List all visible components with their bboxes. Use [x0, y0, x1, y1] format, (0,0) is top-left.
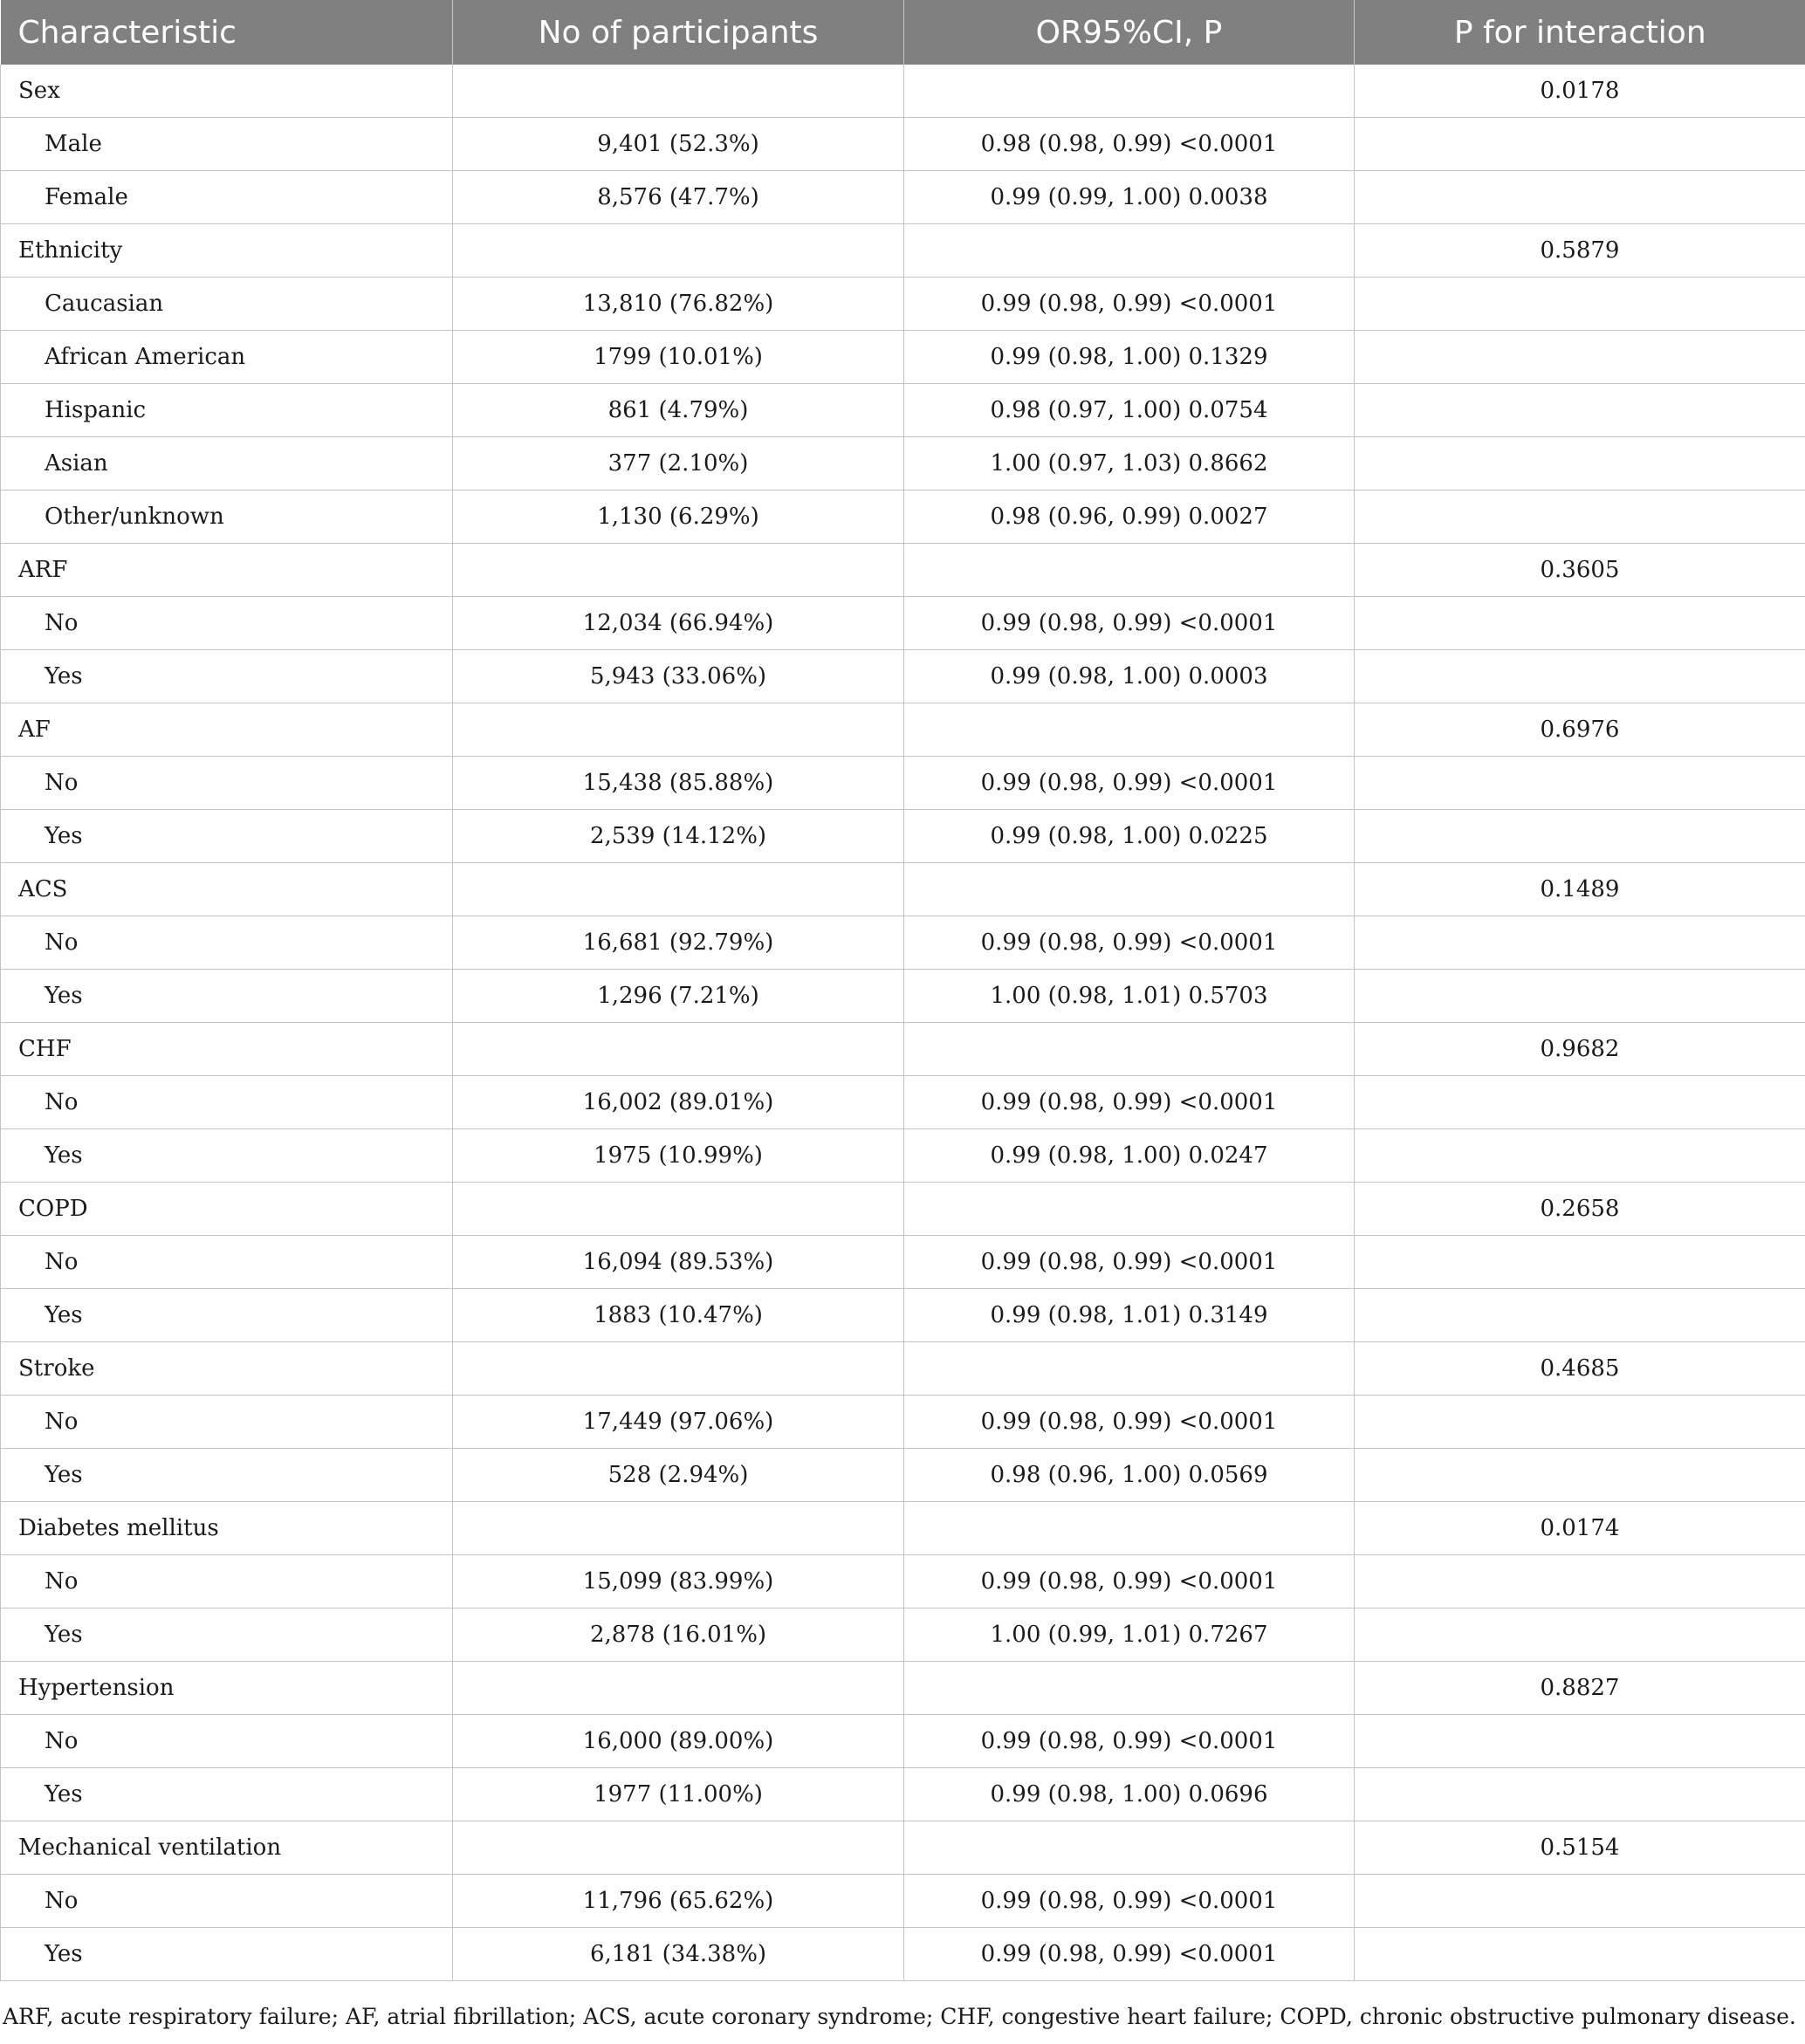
cell-participants: 1799 (10.01%)	[453, 331, 904, 384]
cell-characteristic: No	[1, 916, 453, 970]
table-row-subgroup	[1, 1449, 1805, 1502]
cell-participants: 528 (2.94%)	[453, 1449, 904, 1502]
cell-characteristic: No	[1, 1236, 453, 1289]
table-row-group	[1, 703, 1805, 757]
cell-p-interaction: 0.5879	[1355, 224, 1805, 278]
cell-or-ci-p	[904, 65, 1355, 118]
cell-or-ci-p	[904, 1662, 1355, 1715]
cell-p-interaction	[1355, 757, 1805, 810]
header-characteristic: Characteristic	[1, 0, 453, 65]
cell-p-interaction	[1355, 1289, 1805, 1342]
cell-characteristic: Female	[1, 171, 453, 224]
cell-characteristic: No	[1, 757, 453, 810]
table-row-group	[1, 1342, 1805, 1396]
cell-or-ci-p	[904, 1023, 1355, 1076]
cell-participants: 1,296 (7.21%)	[453, 970, 904, 1023]
cell-participants: 5,943 (33.06%)	[453, 650, 904, 703]
table-row-subgroup	[1, 278, 1805, 331]
cell-characteristic: Yes	[1, 1928, 453, 1981]
table-row-subgroup	[1, 1715, 1805, 1768]
cell-characteristic: No	[1, 597, 453, 650]
table-row-subgroup	[1, 1129, 1805, 1183]
table-row-subgroup	[1, 650, 1805, 703]
cell-p-interaction	[1355, 490, 1805, 544]
table-row-subgroup	[1, 331, 1805, 384]
cell-p-interaction	[1355, 1129, 1805, 1183]
cell-or-ci-p	[904, 544, 1355, 597]
table-header	[1, 0, 1805, 65]
table-row-subgroup	[1, 1768, 1805, 1821]
cell-p-interaction	[1355, 916, 1805, 970]
cell-or-ci-p	[904, 1502, 1355, 1555]
cell-p-interaction	[1355, 1076, 1805, 1129]
cell-participants	[453, 1342, 904, 1396]
cell-p-interaction	[1355, 1449, 1805, 1502]
cell-characteristic: No	[1, 1396, 453, 1449]
table-row-subgroup	[1, 1289, 1805, 1342]
cell-p-interaction	[1355, 171, 1805, 224]
cell-p-interaction	[1355, 597, 1805, 650]
cell-or-ci-p: 0.99 (0.98, 0.99) <0.0001	[904, 1236, 1355, 1289]
cell-characteristic: No	[1, 1875, 453, 1928]
cell-characteristic: No	[1, 1076, 453, 1129]
table-row-group	[1, 224, 1805, 278]
cell-characteristic: Ethnicity	[1, 224, 453, 278]
cell-participants: 9,401 (52.3%)	[453, 118, 904, 171]
cell-participants: 11,796 (65.62%)	[453, 1875, 904, 1928]
table-row-subgroup	[1, 171, 1805, 224]
cell-p-interaction: 0.4685	[1355, 1342, 1805, 1396]
cell-characteristic: Yes	[1, 1449, 453, 1502]
cell-p-interaction	[1355, 384, 1805, 437]
cell-characteristic: No	[1, 1555, 453, 1608]
cell-or-ci-p: 0.98 (0.97, 1.00) 0.0754	[904, 384, 1355, 437]
table-row-group	[1, 1821, 1805, 1875]
cell-p-interaction: 0.8827	[1355, 1662, 1805, 1715]
cell-or-ci-p: 0.99 (0.98, 1.01) 0.3149	[904, 1289, 1355, 1342]
table-row-subgroup	[1, 1076, 1805, 1129]
header-p-interaction: P for interaction	[1355, 0, 1805, 65]
cell-or-ci-p: 0.98 (0.96, 1.00) 0.0569	[904, 1449, 1355, 1502]
cell-p-interaction	[1355, 278, 1805, 331]
cell-p-interaction	[1355, 331, 1805, 384]
cell-or-ci-p	[904, 224, 1355, 278]
cell-or-ci-p: 0.99 (0.98, 0.99) <0.0001	[904, 757, 1355, 810]
cell-p-interaction: 0.0178	[1355, 65, 1805, 118]
cell-p-interaction	[1355, 970, 1805, 1023]
cell-or-ci-p: 0.99 (0.98, 0.99) <0.0001	[904, 1555, 1355, 1608]
cell-p-interaction: 0.6976	[1355, 703, 1805, 757]
cell-characteristic: Hypertension	[1, 1662, 453, 1715]
cell-p-interaction	[1355, 1236, 1805, 1289]
table-row-group	[1, 1502, 1805, 1555]
cell-characteristic: Yes	[1, 1608, 453, 1662]
cell-or-ci-p	[904, 1183, 1355, 1236]
cell-characteristic: No	[1, 1715, 453, 1768]
cell-or-ci-p: 0.99 (0.98, 0.99) <0.0001	[904, 278, 1355, 331]
table-row-subgroup	[1, 1555, 1805, 1608]
table-row-subgroup	[1, 757, 1805, 810]
cell-or-ci-p: 0.99 (0.98, 0.99) <0.0001	[904, 1396, 1355, 1449]
cell-or-ci-p: 0.99 (0.98, 0.99) <0.0001	[904, 1875, 1355, 1928]
table-row-subgroup	[1, 916, 1805, 970]
cell-participants	[453, 544, 904, 597]
cell-participants: 1883 (10.47%)	[453, 1289, 904, 1342]
cell-characteristic: Sex	[1, 65, 453, 118]
cell-participants	[453, 1821, 904, 1875]
cell-participants: 2,539 (14.12%)	[453, 810, 904, 863]
cell-participants: 6,181 (34.38%)	[453, 1928, 904, 1981]
cell-participants: 377 (2.10%)	[453, 437, 904, 490]
cell-or-ci-p: 0.99 (0.99, 1.00) 0.0038	[904, 171, 1355, 224]
cell-p-interaction: 0.0174	[1355, 1502, 1805, 1555]
cell-or-ci-p: 0.99 (0.98, 1.00) 0.0225	[904, 810, 1355, 863]
cell-characteristic: Yes	[1, 810, 453, 863]
cell-participants	[453, 703, 904, 757]
cell-or-ci-p: 0.99 (0.98, 1.00) 0.0247	[904, 1129, 1355, 1183]
cell-participants: 16,094 (89.53%)	[453, 1236, 904, 1289]
cell-or-ci-p	[904, 863, 1355, 916]
cell-characteristic: African American	[1, 331, 453, 384]
table-row-subgroup	[1, 1396, 1805, 1449]
cell-participants	[453, 1183, 904, 1236]
table-row-subgroup	[1, 118, 1805, 171]
table-row-subgroup	[1, 1608, 1805, 1662]
cell-characteristic: Yes	[1, 970, 453, 1023]
table-row-subgroup	[1, 437, 1805, 490]
table-row-subgroup	[1, 490, 1805, 544]
cell-characteristic: Stroke	[1, 1342, 453, 1396]
cell-p-interaction	[1355, 1715, 1805, 1768]
cell-participants: 16,002 (89.01%)	[453, 1076, 904, 1129]
cell-characteristic: Diabetes mellitus	[1, 1502, 453, 1555]
cell-p-interaction	[1355, 1768, 1805, 1821]
table-row-group	[1, 1662, 1805, 1715]
cell-participants	[453, 863, 904, 916]
cell-or-ci-p: 1.00 (0.97, 1.03) 0.8662	[904, 437, 1355, 490]
cell-or-ci-p: 0.99 (0.98, 1.00) 0.1329	[904, 331, 1355, 384]
cell-p-interaction	[1355, 1875, 1805, 1928]
cell-characteristic: Yes	[1, 1289, 453, 1342]
cell-participants: 15,438 (85.88%)	[453, 757, 904, 810]
table-row-group	[1, 863, 1805, 916]
table-row-subgroup	[1, 1875, 1805, 1928]
cell-participants: 16,000 (89.00%)	[453, 1715, 904, 1768]
table-body	[1, 65, 1805, 1981]
cell-participants: 17,449 (97.06%)	[453, 1396, 904, 1449]
cell-p-interaction: 0.5154	[1355, 1821, 1805, 1875]
cell-or-ci-p: 0.99 (0.98, 1.00) 0.0696	[904, 1768, 1355, 1821]
cell-or-ci-p: 0.99 (0.98, 0.99) <0.0001	[904, 1928, 1355, 1981]
cell-or-ci-p: 1.00 (0.99, 1.01) 0.7267	[904, 1608, 1355, 1662]
cell-participants	[453, 1662, 904, 1715]
cell-participants	[453, 1023, 904, 1076]
cell-characteristic: Other/unknown	[1, 490, 453, 544]
cell-p-interaction	[1355, 1928, 1805, 1981]
cell-characteristic: Male	[1, 118, 453, 171]
table-row-subgroup	[1, 810, 1805, 863]
cell-p-interaction	[1355, 118, 1805, 171]
header-row	[1, 0, 1805, 65]
table-row-group	[1, 544, 1805, 597]
header-participants: No of participants	[453, 0, 904, 65]
table-footnote: ARF, acute respiratory failure; AF, atrial fibrillation; ACS, acute coronary syndrome; CHF, congestive heart failure; COPD, chronic obstructive pulmonary disease.	[3, 2004, 1796, 2029]
cell-characteristic: ARF	[1, 544, 453, 597]
cell-participants: 15,099 (83.99%)	[453, 1555, 904, 1608]
cell-or-ci-p	[904, 1821, 1355, 1875]
cell-p-interaction: 0.1489	[1355, 863, 1805, 916]
cell-characteristic: Yes	[1, 1768, 453, 1821]
cell-p-interaction	[1355, 437, 1805, 490]
cell-p-interaction	[1355, 1396, 1805, 1449]
cell-or-ci-p: 1.00 (0.98, 1.01) 0.5703	[904, 970, 1355, 1023]
table-row-group	[1, 1023, 1805, 1076]
cell-participants: 1977 (11.00%)	[453, 1768, 904, 1821]
cell-participants: 8,576 (47.7%)	[453, 171, 904, 224]
table-row-subgroup	[1, 1236, 1805, 1289]
cell-or-ci-p: 0.98 (0.98, 0.99) <0.0001	[904, 118, 1355, 171]
cell-or-ci-p: 0.99 (0.98, 1.00) 0.0003	[904, 650, 1355, 703]
table-row-group	[1, 65, 1805, 118]
cell-characteristic: Yes	[1, 1129, 453, 1183]
cell-participants: 13,810 (76.82%)	[453, 278, 904, 331]
cell-characteristic: Mechanical ventilation	[1, 1821, 453, 1875]
cell-or-ci-p: 0.99 (0.98, 0.99) <0.0001	[904, 597, 1355, 650]
cell-characteristic: AF	[1, 703, 453, 757]
table-row-subgroup	[1, 970, 1805, 1023]
cell-p-interaction: 0.9682	[1355, 1023, 1805, 1076]
table-row-subgroup	[1, 1928, 1805, 1981]
cell-p-interaction: 0.2658	[1355, 1183, 1805, 1236]
cell-characteristic: Yes	[1, 650, 453, 703]
cell-or-ci-p	[904, 1342, 1355, 1396]
cell-participants: 2,878 (16.01%)	[453, 1608, 904, 1662]
cell-participants: 1,130 (6.29%)	[453, 490, 904, 544]
cell-participants: 16,681 (92.79%)	[453, 916, 904, 970]
cell-participants	[453, 224, 904, 278]
cell-participants	[453, 65, 904, 118]
cell-or-ci-p	[904, 703, 1355, 757]
cell-characteristic: Asian	[1, 437, 453, 490]
cell-characteristic: CHF	[1, 1023, 453, 1076]
cell-characteristic: Hispanic	[1, 384, 453, 437]
header-or-ci-p: OR95%CI, P	[904, 0, 1355, 65]
cell-participants	[453, 1502, 904, 1555]
cell-participants: 12,034 (66.94%)	[453, 597, 904, 650]
cell-or-ci-p: 0.99 (0.98, 0.99) <0.0001	[904, 916, 1355, 970]
cell-p-interaction	[1355, 650, 1805, 703]
cell-p-interaction	[1355, 1555, 1805, 1608]
cell-p-interaction	[1355, 810, 1805, 863]
cell-p-interaction: 0.3605	[1355, 544, 1805, 597]
cell-characteristic: Caucasian	[1, 278, 453, 331]
cell-participants: 861 (4.79%)	[453, 384, 904, 437]
table-row-group	[1, 1183, 1805, 1236]
cell-or-ci-p: 0.99 (0.98, 0.99) <0.0001	[904, 1715, 1355, 1768]
cell-characteristic: ACS	[1, 863, 453, 916]
cell-participants: 1975 (10.99%)	[453, 1129, 904, 1183]
cell-characteristic: COPD	[1, 1183, 453, 1236]
cell-or-ci-p: 0.99 (0.98, 0.99) <0.0001	[904, 1076, 1355, 1129]
table-row-subgroup	[1, 597, 1805, 650]
cell-or-ci-p: 0.98 (0.96, 0.99) 0.0027	[904, 490, 1355, 544]
table-row-subgroup	[1, 384, 1805, 437]
cell-p-interaction	[1355, 1608, 1805, 1662]
